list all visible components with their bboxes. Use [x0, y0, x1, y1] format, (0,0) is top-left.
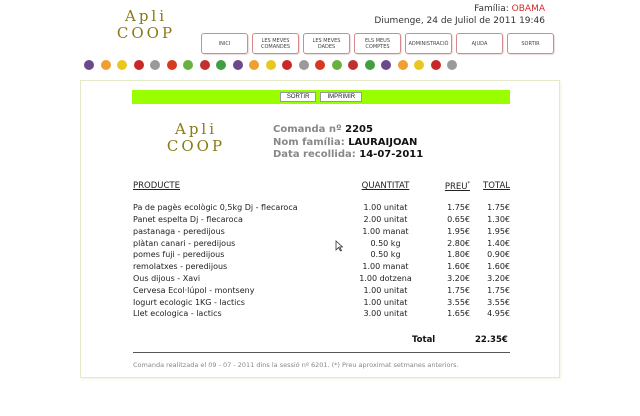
cell-quantity: 0.50 kg	[370, 250, 401, 260]
datetime: Diumenge, 24 de Juliol de 2011 19:46	[374, 16, 545, 26]
fruit-icon	[167, 60, 177, 70]
order-number-line	[273, 124, 423, 137]
fruit-icon	[216, 60, 226, 70]
nav-ajuda[interactable]: AJUDA	[456, 33, 503, 54]
main-nav	[201, 33, 554, 54]
cell-quantity: 1.00 unitat	[363, 285, 408, 295]
cell-total: 1.75€	[487, 285, 510, 295]
cell-total: 4.95€	[487, 309, 510, 319]
fruit-icon	[266, 60, 276, 70]
order-family-line	[273, 137, 423, 150]
cell-product: Pa de pagès ecològic 0,5kg Dj - flecaroca	[133, 203, 298, 213]
cell-quantity: 1.00 manat	[362, 262, 409, 272]
grand-total-label: Total	[412, 335, 436, 345]
table-row	[133, 225, 510, 237]
cell-total: 0.90€	[487, 250, 510, 260]
cell-total: 1.60€	[487, 262, 510, 272]
fruit-icon	[348, 60, 358, 70]
family-label: Família:	[474, 4, 509, 14]
logo-line1: Apli	[124, 7, 168, 25]
cell-quantity: 3.00 unitat	[363, 309, 408, 319]
table-row	[133, 261, 510, 273]
order-date-line	[273, 149, 423, 162]
cell-total: 1.95€	[487, 226, 510, 236]
cell-product: pomes fuji - peredijous	[133, 250, 225, 260]
fruit-icon	[398, 60, 408, 70]
order-items-table	[133, 181, 510, 320]
price-footnote-mark: *	[467, 181, 470, 187]
fruit-icon	[332, 60, 342, 70]
fruit-icon	[447, 60, 457, 70]
order-toolbar	[132, 90, 510, 104]
cell-quantity: 1.00 manat	[362, 226, 409, 236]
nav-administracio[interactable]: ADMINISTRACIÓ	[405, 33, 452, 54]
cell-price: 3.55€	[447, 297, 470, 307]
col-quantity: QUANTITAT	[361, 181, 410, 192]
nav-sortir[interactable]: SORTIR	[507, 33, 554, 54]
fruit-icon	[381, 60, 391, 70]
col-total: TOTAL	[483, 181, 510, 192]
fruit-icon	[299, 60, 309, 70]
fruit-icon	[315, 60, 325, 70]
order-logo	[166, 121, 226, 156]
fruit-icon	[365, 60, 375, 70]
cell-quantity: 2.00 unitat	[363, 215, 408, 225]
family-name: OBAMA	[511, 4, 545, 14]
order-number-label: Comanda nº	[273, 124, 342, 135]
cell-price: 1.75€	[447, 203, 470, 213]
cell-product: Panet espelta Dj - flecaroca	[133, 215, 243, 225]
nav-les-meves-comandes[interactable]: LES MEVES COMANDES	[252, 33, 299, 54]
order-number: 2205	[345, 124, 373, 135]
cell-product: remolatxes - peredijous	[133, 262, 228, 272]
table-row	[133, 214, 510, 226]
divider	[133, 352, 510, 353]
fruit-icon	[431, 60, 441, 70]
fruit-icon	[200, 60, 210, 70]
cell-price: 1.95€	[447, 226, 470, 236]
order-date-label: Data recollida:	[273, 149, 356, 160]
nav-inici[interactable]: INICI	[201, 33, 248, 54]
family-line	[374, 3, 545, 15]
table-row	[133, 237, 510, 249]
cell-total: 3.55€	[487, 297, 510, 307]
logo-line2: COOP	[116, 24, 176, 43]
cell-product: plàtan canari - peredijous	[133, 238, 236, 248]
fruit-icon	[134, 60, 144, 70]
fruit-icon	[117, 60, 127, 70]
nav-les-meves-dades[interactable]: LES MEVES DADES	[303, 33, 350, 54]
fruit-icon	[150, 60, 160, 70]
order-logo-line2: COOP	[166, 137, 226, 156]
col-price-label: PREU	[444, 181, 468, 192]
cell-price: 2.80€	[447, 238, 470, 248]
fruit-icon	[282, 60, 292, 70]
fruit-decoration-strip	[84, 60, 457, 70]
fruit-icon	[183, 60, 193, 70]
cell-product: Cervesa Ecol·lúpol - montseny	[133, 285, 255, 295]
fruit-icon	[84, 60, 94, 70]
fruit-icon	[233, 60, 243, 70]
cell-quantity: 1.00 unitat	[363, 203, 408, 213]
col-price	[428, 181, 470, 202]
fruit-icon	[249, 60, 259, 70]
table-row	[133, 249, 510, 261]
cell-product: pastanaga - peredijous	[133, 226, 225, 236]
grand-total-value: 22.35€	[475, 335, 508, 345]
table-header-row	[133, 181, 510, 202]
table-row	[133, 202, 510, 214]
table-row	[133, 273, 510, 285]
header-info	[374, 3, 545, 27]
app-logo	[116, 8, 176, 43]
cell-quantity: 1.00 dotzena	[359, 274, 412, 283]
order-date: 14-07-2011	[359, 149, 424, 160]
cell-quantity: 0.50 kg	[370, 238, 401, 248]
cell-price: 0.65€	[447, 215, 470, 225]
fruit-icon	[101, 60, 111, 70]
cell-total: 1.75€	[487, 203, 510, 213]
cell-total: 1.40€	[487, 238, 510, 248]
cell-product: Iogurt ecologic 1KG - lactics	[133, 297, 245, 307]
cell-total: 1.30€	[487, 215, 510, 225]
cell-price: 1.75€	[447, 285, 470, 295]
order-info	[273, 124, 423, 162]
order-logo-line1: Apli	[174, 120, 218, 138]
cell-product: Ous dijous - Xavi	[133, 274, 201, 283]
cell-total: 3.20€	[487, 274, 510, 283]
cell-price: 1.65€	[447, 309, 470, 319]
footer-note: Comanda realitzada el 09 - 07 - 2011 dins la sessió nº 6201. (*) Preu aproximat setmanes anteriors.	[133, 361, 459, 369]
nav-els-meus-comptes[interactable]: ELS MEUS COMPTES	[354, 33, 401, 54]
table-row	[133, 308, 510, 320]
table-row	[133, 284, 510, 296]
cell-product: Llet ecologica - lactics	[133, 309, 222, 319]
cell-price: 1.60€	[447, 262, 470, 272]
table-row	[133, 296, 510, 308]
cell-price: 1.80€	[447, 250, 470, 260]
mouse-cursor-icon	[335, 240, 343, 252]
fruit-icon	[414, 60, 424, 70]
cell-quantity: 1.00 unitat	[363, 297, 408, 307]
cell-price: 3.20€	[447, 274, 470, 283]
col-product: PRODUCTE	[133, 181, 180, 192]
order-family: LAURAIJOAN	[348, 136, 418, 148]
print-button[interactable]: IMPRIMIR	[320, 92, 362, 102]
order-family-label: Nom família:	[273, 136, 345, 148]
exit-button[interactable]: SORTIR	[280, 92, 317, 102]
